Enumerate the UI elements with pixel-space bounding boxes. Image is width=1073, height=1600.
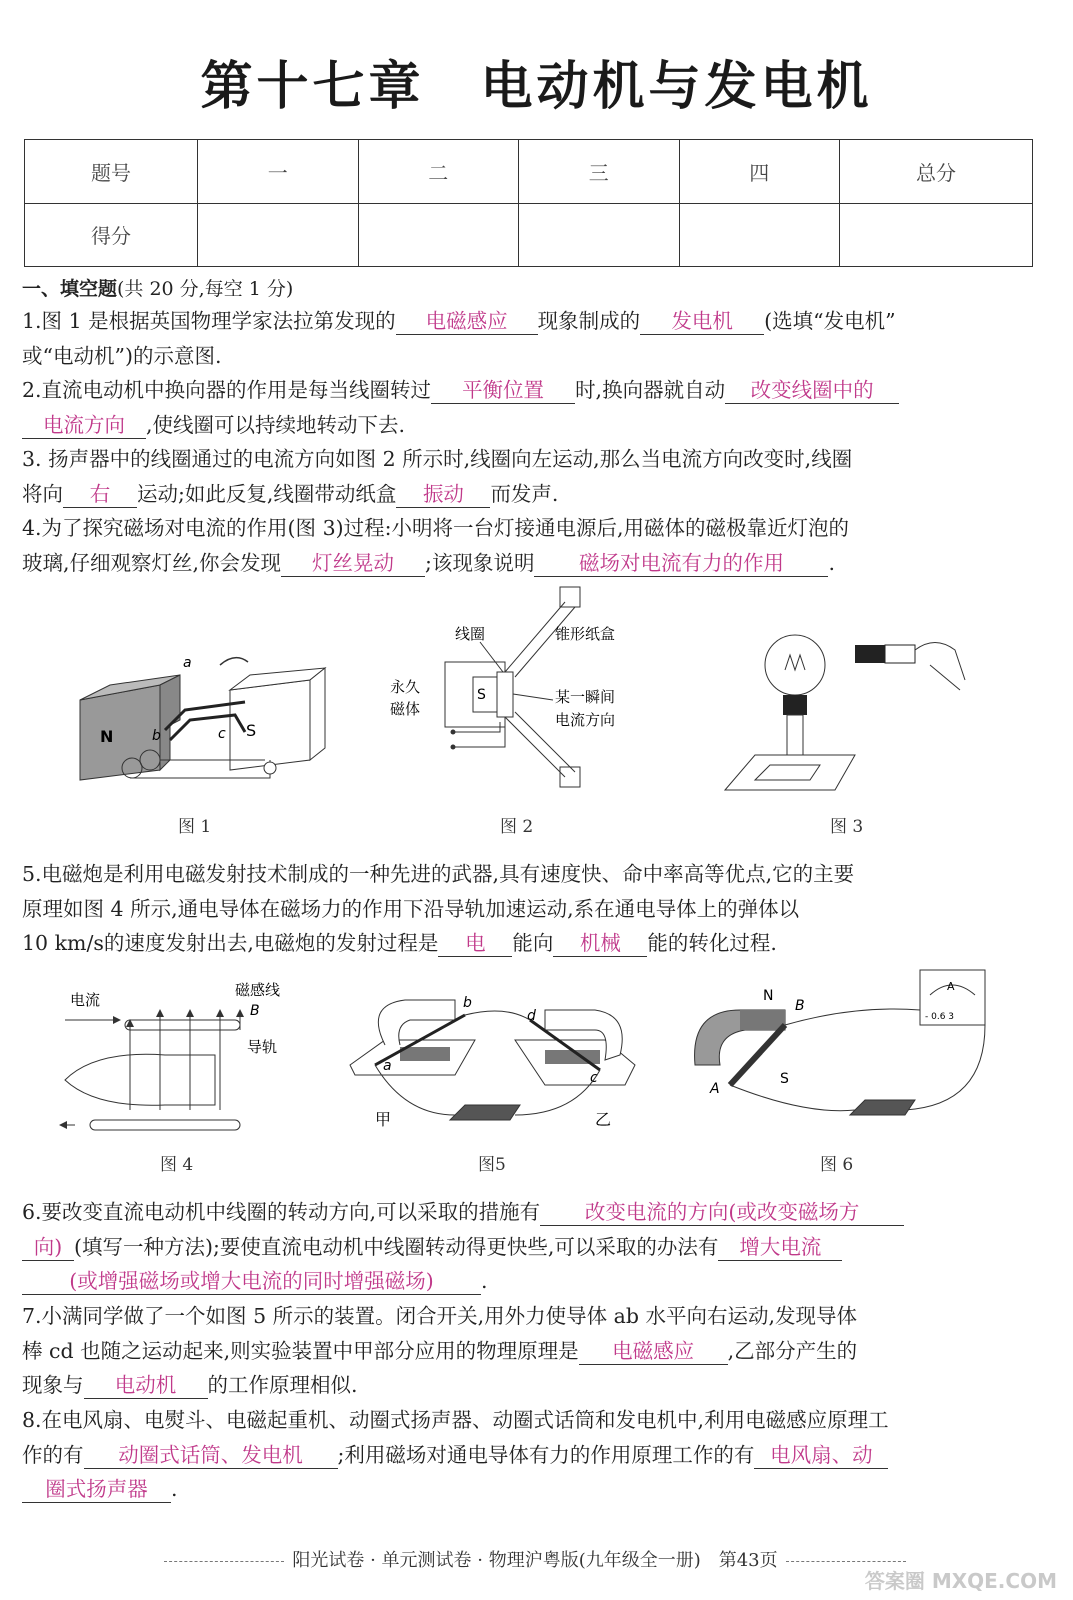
fig6-label-s: S [780, 1071, 789, 1087]
fig1-label-c: c [218, 726, 226, 742]
q1-answer-1: 电磁感应 [396, 308, 538, 335]
q8-answer-2a: 电风扇、动 [754, 1442, 888, 1469]
fig1-lamp [264, 762, 276, 774]
footer-text: 阳光试卷 · 单元测试卷 · 物理沪粤版(九年级全一册) 第43页 [292, 1550, 778, 1571]
fig2-cone-bottom [560, 767, 580, 787]
fig5-switch [450, 1105, 520, 1120]
q1-text: 1.图 1 是根据英国物理学家法拉第发现的 [22, 309, 396, 333]
q7-text: 现象与 [22, 1373, 84, 1397]
q4-text: ;该现象说明 [425, 550, 535, 575]
fig5-label-a: a [383, 1058, 392, 1074]
fig1-rotation-arrow [220, 658, 248, 665]
q4-answer-1: 灯丝晃动 [281, 550, 425, 577]
fig4-projectile [65, 1054, 215, 1105]
score-cell [840, 203, 1033, 267]
section-note: (共 20 分,每空 1 分) [117, 278, 294, 300]
q5-text: 能向 [512, 931, 554, 955]
figure-5-generator-motor [345, 985, 655, 1140]
q7-answer-2: 电动机 [84, 1372, 208, 1399]
q4-answer-2: 磁场对电流有力的作用 [534, 550, 828, 577]
fig2-label-current-2: 电流方向 [555, 711, 616, 729]
question-3 [22, 442, 1042, 511]
q1-text: (选填“发电机” [764, 309, 896, 333]
fig2-coil [497, 672, 513, 717]
q1-text: 现象制成的 [537, 309, 641, 333]
question-1 [22, 304, 1042, 373]
score-cell [679, 203, 840, 267]
fig4-label-field: 磁感线 [235, 981, 281, 999]
fig5-label-d: d [527, 1008, 536, 1024]
q5-answer-1: 电 [438, 930, 512, 957]
fig2-label-s: S [477, 687, 486, 703]
figure-6-induction [685, 965, 1005, 1140]
score-header-cell: 总分 [840, 140, 1033, 204]
score-header-cell: 二 [358, 140, 519, 204]
q2-answer-2b: 电流方向 [22, 412, 146, 439]
page-title: 第十七章 电动机与发电机 [200, 57, 873, 117]
q4-text: . [828, 550, 835, 575]
question-8 [22, 1403, 1042, 1507]
question-4 [22, 511, 1042, 580]
fig5-label-b: b [463, 995, 472, 1011]
figure-2-caption: 图 2 [500, 817, 534, 837]
q8-answer-1: 动圈式话筒、发电机 [84, 1442, 338, 1469]
question-6 [22, 1195, 1042, 1299]
q2-text: ,使线圈可以持续地转动下去. [146, 412, 406, 437]
section-heading [22, 274, 293, 301]
figure-4-caption: 图 4 [160, 1155, 194, 1175]
magnet-s-block [230, 668, 325, 770]
fig4-label-current: 电流 [70, 991, 101, 1009]
q4-text: 玻璃,仔细观察灯丝,你会发现 [22, 550, 282, 575]
fig2-label-current-1: 某一瞬间 [555, 688, 616, 706]
fig5-label-jia: 甲 [375, 1110, 392, 1129]
score-header-cell: 三 [519, 140, 680, 204]
q3-text: 而发声. [490, 481, 559, 506]
q7-text: 7.小满同学做了一个如图 5 所示的装置。闭合开关,用外力使导体 ab 水平向右运动,发现导体 [22, 1304, 858, 1328]
fig2-label-coil: 线圈 [455, 625, 486, 643]
q5-text: 能的转化过程. [647, 931, 777, 955]
score-header-cell: 题号 [25, 140, 198, 204]
fig4-label-rail: 导轨 [247, 1038, 278, 1056]
figure-6-caption: 图 6 [820, 1155, 854, 1175]
fig4-rail-bottom [90, 1120, 240, 1130]
score-header-cell: 一 [198, 140, 359, 204]
q1-answer-2: 发电机 [640, 308, 764, 335]
watermark-text: 答案圈 MXQE.COM [864, 1569, 1057, 1593]
fig3-bulb-base [783, 695, 807, 715]
fig3-hand [915, 643, 965, 691]
score-cell [358, 203, 519, 267]
q7-answer-1: 电磁感应 [579, 1338, 728, 1365]
fig5-label-yi: 乙 [595, 1110, 612, 1129]
score-header-cell: 四 [679, 140, 840, 204]
fig2-label-magnet-2: 磁体 [390, 700, 421, 718]
q2-text: 时,换向器就自动 [575, 378, 726, 402]
fig2-label-cone: 锥形纸盒 [555, 625, 616, 643]
q5-text: 10 km/s的速度发射出去,电磁炮的发射过程是 [22, 931, 439, 955]
score-cell [198, 203, 359, 267]
figure-4-railgun [55, 980, 315, 1140]
score-table-score-row [25, 203, 1033, 267]
magnet-n-block [80, 675, 180, 780]
fig1-label-n: N [100, 727, 114, 746]
q7-text: 棒 cd 也随之运动起来,则实验装置中甲部分应用的物理原理是 [22, 1338, 579, 1363]
fig6-label-n: N [763, 988, 774, 1004]
q6-answer-2b: (或增强磁场或增大电流的同时增强磁场) [22, 1268, 481, 1295]
section-name: 一、填空题 [22, 278, 118, 300]
q4-text: 4.为了探究磁场对电流的作用(图 3)过程:小明将一台灯接通电源后,用磁体的磁极靠近灯泡的 [22, 516, 850, 540]
q3-text: 3. 扬声器中的线圈通过的电流方向如图 2 所示时,线圈向左运动,那么当电流方向改变时,线圈 [22, 447, 853, 471]
fig5-pole-left [400, 1047, 450, 1061]
fig6-label-a: A [710, 1081, 720, 1097]
q7-text: ,乙部分产生的 [727, 1338, 858, 1363]
question-5 [22, 857, 1042, 961]
fig5-label-c: c [590, 1070, 598, 1086]
q8-text: 作的有 [22, 1442, 84, 1467]
q6-answer-2a: 增大电流 [718, 1234, 842, 1261]
watermark [865, 1565, 1057, 1594]
score-row-label: 得分 [25, 203, 198, 267]
q8-text: ;利用磁场对通电导体有力的作用原理工作的有 [337, 1442, 755, 1467]
fig6-label-b: B [795, 998, 805, 1014]
q5-answer-2: 机械 [553, 930, 647, 957]
q7-text: 的工作原理相似. [207, 1373, 358, 1397]
fig6-switch [850, 1100, 915, 1115]
q2-text: 2.直流电动机中换向器的作用是每当线圈转过 [22, 378, 432, 402]
figure-1-generator [70, 640, 340, 800]
q6-text: 6.要改变直流电动机中线圈的转动方向,可以采取的措施有 [22, 1200, 541, 1224]
fig6-ammeter [920, 970, 985, 1025]
score-cell [519, 203, 680, 267]
fig5-magnet-left [378, 1000, 455, 1045]
q3-answer-1: 右 [63, 481, 137, 508]
figure-2-speaker [385, 582, 660, 802]
question-7 [22, 1299, 1042, 1403]
q8-text: . [171, 1477, 178, 1501]
q8-answer-2b: 圈式扬声器 [22, 1476, 171, 1503]
fig6-meter-scale: - 0.6 3 [925, 1012, 955, 1022]
fig3-lamp-stand [787, 715, 803, 760]
q2-answer-2a: 改变线圈中的 [725, 377, 899, 404]
q3-text: 将向 [22, 481, 63, 506]
q6-text: (填写一种方法);要使直流电动机中线圈转动得更快些,可以采取的办法有 [74, 1234, 719, 1259]
fig1-label-b: b [152, 728, 161, 744]
q1-text: 或“电动机”)的示意图. [22, 343, 222, 368]
figure-5-caption: 图5 [478, 1155, 506, 1175]
fig6-meter-symbol: A [947, 980, 955, 993]
q5-text: 原理如图 4 所示,通电导体在磁场力的作用下沿导轨加速运动,系在通电导体上的弹体以 [22, 896, 800, 921]
q8-text: 8.在电风扇、电熨斗、电磁起重机、动圈式扬声器、动圈式话筒和发电机中,利用电磁感应原理工 [22, 1408, 889, 1432]
fig1-label-s: S [246, 721, 257, 740]
fig3-bulb [765, 635, 825, 695]
fig2-label-magnet-1: 永久 [390, 678, 421, 696]
fig4-rail-top [125, 1020, 240, 1030]
score-table-header-row [25, 140, 1033, 204]
fig1-label-a: a [183, 655, 192, 671]
figure-3-lamp [715, 610, 985, 805]
fig6-rod-ab [730, 1025, 785, 1085]
score-table [24, 139, 1033, 267]
q3-answer-2: 振动 [396, 481, 490, 508]
question-2 [22, 373, 1042, 442]
q6-text: . [481, 1269, 488, 1293]
q2-answer-1: 平衡位置 [431, 377, 575, 404]
q6-answer-1a: 改变电流的方向(或改变磁场方 [540, 1199, 904, 1226]
q5-text: 5.电磁炮是利用电磁发射技术制成的一种先进的武器,具有速度快、命中率高等优点,它的主要 [22, 862, 855, 886]
figure-3-caption: 图 3 [830, 817, 864, 837]
figure-1-caption: 图 1 [178, 817, 212, 837]
q3-text: 运动;如此反复,线圈带动纸盒 [137, 481, 397, 506]
fig4-label-b: B [250, 1003, 260, 1019]
q6-answer-1b: 向) [22, 1234, 74, 1261]
